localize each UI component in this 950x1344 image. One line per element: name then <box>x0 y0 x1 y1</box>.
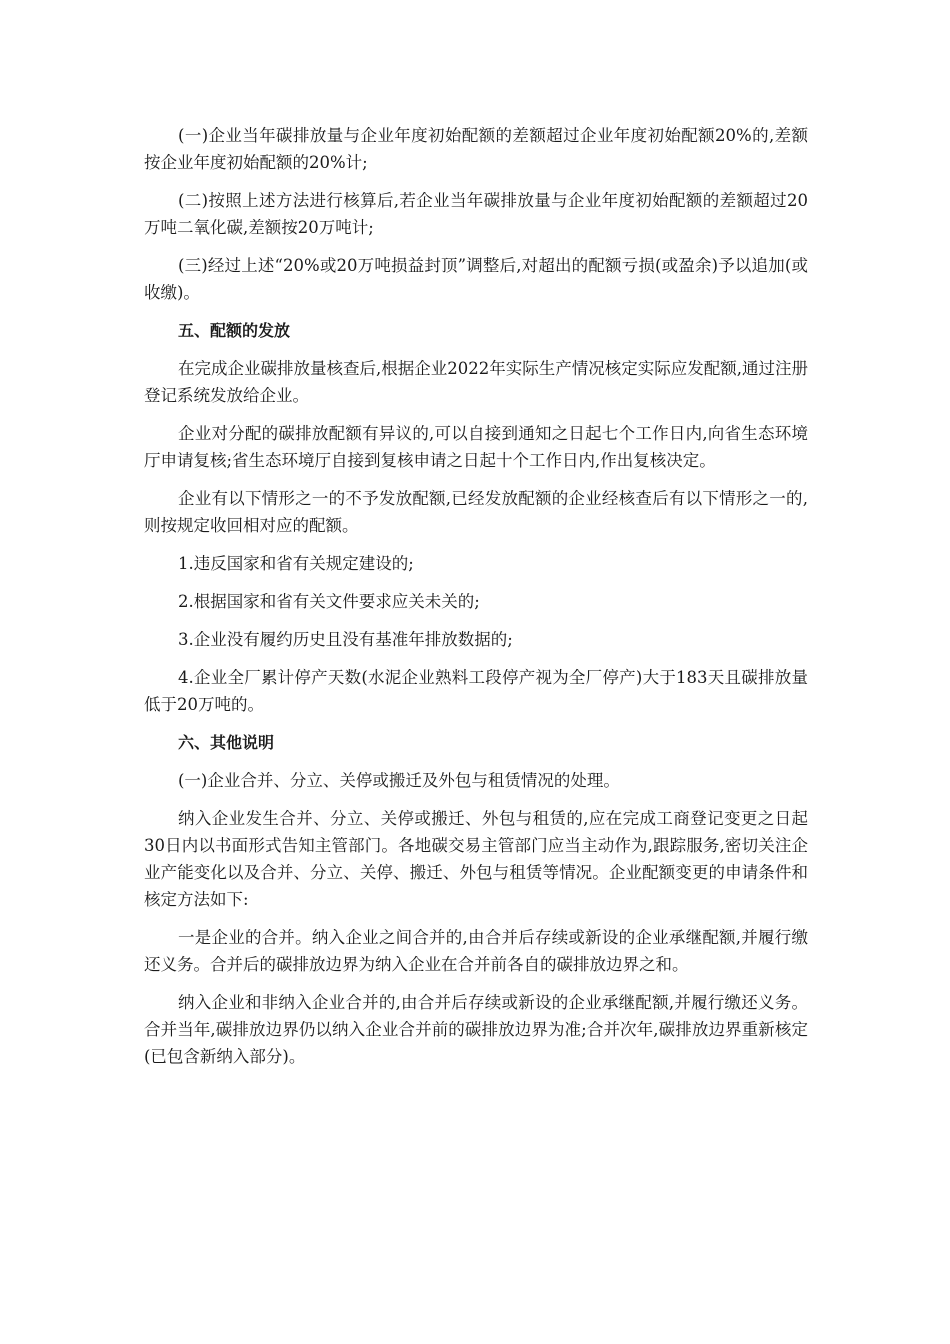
paragraph: (一)企业合并、分立、关停或搬迁及外包与租赁情况的处理。 <box>178 771 620 790</box>
paragraph: 企业对分配的碳排放配额有异议的,可以自接到通知之日起七个工作日内,向省生态环境厅申请复核;省生态环境厅自接到复核申请之日起十个工作日内,作出复核决定。 <box>144 424 808 470</box>
list-item: 2.根据国家和省有关文件要求应关未关的; <box>178 592 480 611</box>
paragraph: 一是企业的合并。纳入企业之间合并的,由合并后存续或新设的企业承继配额,并履行缴还义务。合并后的碳排放边界为纳入企业在合并前各自的碳排放边界之和。 <box>144 928 808 974</box>
paragraph: 纳入企业发生合并、分立、关停或搬迁、外包与租赁的,应在完成工商登记变更之日起30日内以书面形式告知主管部门。各地碳交易主管部门应当主动作为,跟踪服务,密切关注企业产能变化以及合并、分立、关停、搬迁、外包与租赁等情况。企业配额变更的申请条件和核定方法如下: <box>144 809 808 909</box>
list-item: 4.企业全厂累计停产天数(水泥企业熟料工段停产视为全厂停产)大于183天且碳排放量低于20万吨的。 <box>144 668 808 714</box>
paragraph: (三)经过上述“20%或20万吨损益封顶”调整后,对超出的配额亏损(或盈余)予以追加(或收缴)。 <box>144 256 808 302</box>
document-body <box>144 122 808 1081</box>
paragraph: (二)按照上述方法进行核算后,若企业当年碳排放量与企业年度初始配额的差额超过20万吨二氧化碳,差额按20万吨计; <box>144 191 808 237</box>
paragraph: 在完成企业碳排放量核查后,根据企业2022年实际生产情况核定实际应发配额,通过注册登记系统发放给企业。 <box>144 359 808 405</box>
list-item: 3.企业没有履约历史且没有基准年排放数据的; <box>178 630 513 649</box>
paragraph: 纳入企业和非纳入企业合并的,由合并后存续或新设的企业承继配额,并履行缴还义务。合并当年,碳排放边界仍以纳入企业合并前的碳排放边界为准;合并次年,碳排放边界重新核定(已包含新纳入部分)。 <box>144 993 808 1066</box>
list-item: 1.违反国家和省有关规定建设的; <box>178 554 414 573</box>
section-heading: 五、配额的发放 <box>178 321 291 340</box>
paragraph: (一)企业当年碳排放量与企业年度初始配额的差额超过企业年度初始配额20%的,差额按企业年度初始配额的20%计; <box>144 126 808 172</box>
section-heading: 六、其他说明 <box>178 733 275 752</box>
paragraph: 企业有以下情形之一的不予发放配额,已经发放配额的企业经核查后有以下情形之一的,则按规定收回相对应的配额。 <box>144 489 808 535</box>
